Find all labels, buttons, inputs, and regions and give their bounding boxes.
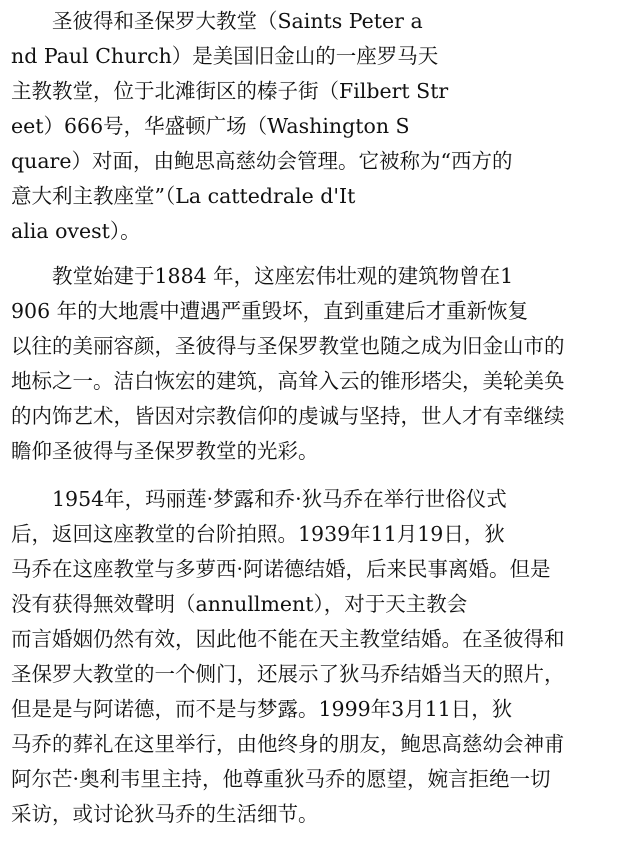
paragraph-3 — [11, 482, 636, 832]
text-line: 906 年的大地震中遭遇严重毁坏，直到重建后才重新恢复 — [11, 299, 529, 323]
text-line: 瞻仰圣彼得与圣保罗教堂的光彩。 — [11, 439, 319, 463]
text-line: 1954年，玛丽莲·梦露和乔·狄马乔在举行世俗仪式 — [11, 487, 507, 511]
text-line: nd Paul Church）是美国旧金山的一座罗马天 — [11, 44, 439, 68]
text-line: 马乔在这座教堂与多萝西·阿诺德结婚，后来民事离婚。但是 — [11, 557, 551, 581]
text-line: 意大利主教座堂”（La cattedrale d'It — [11, 184, 356, 208]
text-line: 圣保罗大教堂的一个侧门，还展示了狄马乔结婚当天的照片， — [11, 662, 565, 686]
text-line: 地标之一。洁白恢宏的建筑，高耸入云的锥形塔尖，美轮美奂 — [11, 369, 565, 393]
paragraph-2 — [11, 259, 636, 469]
text-line: eet）666号，华盛顿广场（Washington S — [11, 114, 410, 138]
text-line: alia ovest）。 — [11, 219, 141, 243]
text-line: 以往的美丽容颜，圣彼得与圣保罗教堂也随之成为旧金山市的 — [11, 334, 565, 358]
text-line: 后，返回这座教堂的台阶拍照。1939年11月19日，狄 — [11, 522, 505, 546]
text-line: 采访，或讨论狄马乔的生活细节。 — [11, 802, 319, 826]
text-line: 没有获得無效聲明（annullment），对于天主教会 — [11, 592, 468, 616]
text-line: 马乔的葬礼在这里举行，由他终身的朋友，鲍思高慈幼会神甫 — [11, 732, 565, 756]
text-line: 教堂始建于1884 年，这座宏伟壮观的建筑物曾在1 — [11, 264, 514, 288]
paragraph-1 — [11, 4, 636, 249]
text-line: 的内饰艺术，皆因对宗教信仰的虔诚与坚持，世人才有幸继续 — [11, 404, 565, 428]
text-line: 阿尔芒·奥利韦里主持，他尊重狄马乔的愿望，婉言拒绝一切 — [11, 767, 551, 791]
text-line: quare）对面，由鲍思高慈幼会管理。它被称为“西方的 — [11, 149, 513, 173]
text-line: 但是是与阿诺德，而不是与梦露。1999年3月11日，狄 — [11, 697, 513, 721]
text-line: 主教教堂，位于北滩街区的榛子街（Filbert Str — [11, 79, 449, 103]
text-line: 圣彼得和圣保罗大教堂（Saints Peter a — [11, 9, 423, 33]
text-line: 而言婚姻仍然有效，因此他不能在天主教堂结婚。在圣彼得和 — [11, 627, 565, 651]
